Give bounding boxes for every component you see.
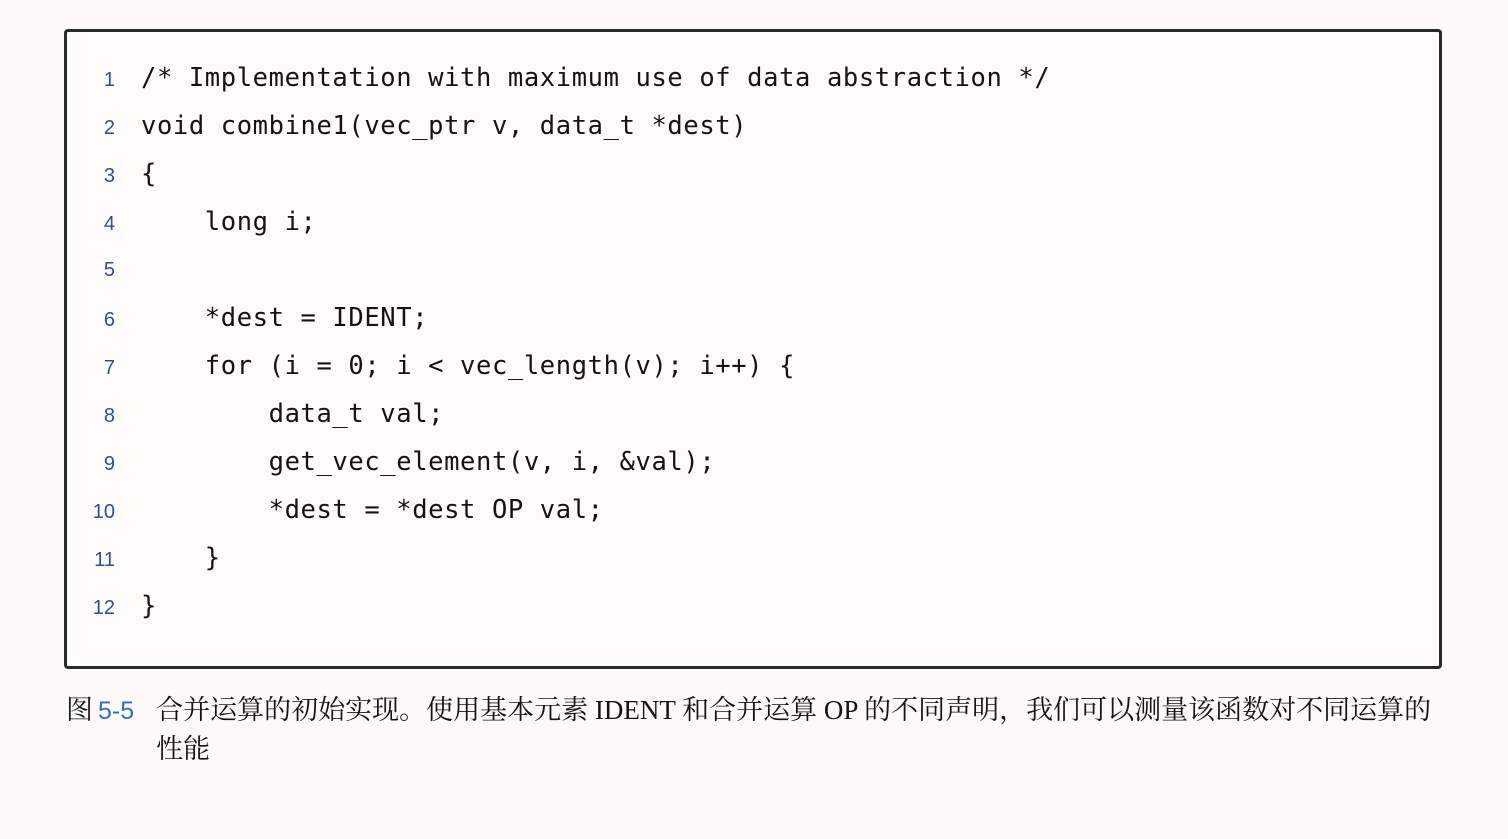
code-line-text: } bbox=[141, 543, 221, 573]
code-row bbox=[77, 534, 1429, 582]
figure-caption bbox=[66, 691, 1442, 769]
line-number: 1 bbox=[103, 69, 115, 91]
code-row bbox=[77, 150, 1429, 198]
code-row bbox=[77, 390, 1429, 438]
figure-caption-text: 合并运算的初始实现。使用基本元素 IDENT 和合并运算 OP 的不同声明，我们可以测量该函数对不同运算的性能 bbox=[156, 695, 1432, 765]
line-number: 3 bbox=[103, 165, 115, 187]
line-number: 10 bbox=[92, 501, 115, 523]
line-number: 4 bbox=[103, 213, 115, 235]
figure-number: 5-5 bbox=[98, 697, 135, 725]
code-listing-box bbox=[64, 29, 1442, 669]
code-row bbox=[77, 198, 1429, 246]
line-number: 11 bbox=[94, 549, 115, 571]
code-row bbox=[77, 438, 1429, 486]
figure-caption-prefix: 图 bbox=[66, 695, 93, 725]
code-row bbox=[77, 102, 1429, 150]
figure-caption-label bbox=[66, 691, 156, 730]
line-number: 8 bbox=[103, 405, 115, 427]
line-number: 5 bbox=[103, 259, 115, 281]
line-number: 2 bbox=[103, 117, 115, 139]
code-lines bbox=[77, 54, 1429, 630]
code-line-text: *dest = IDENT; bbox=[141, 303, 429, 333]
code-row bbox=[77, 582, 1429, 630]
line-number: 6 bbox=[103, 309, 115, 331]
line-number: 12 bbox=[92, 597, 115, 619]
code-row bbox=[77, 486, 1429, 534]
code-row bbox=[77, 342, 1429, 390]
line-number: 9 bbox=[103, 453, 115, 475]
code-line-text: } bbox=[141, 591, 157, 621]
code-line-text: void combine1(vec_ptr v, data_t *dest) bbox=[141, 111, 748, 141]
code-row bbox=[77, 294, 1429, 342]
code-line-text: { bbox=[141, 159, 157, 189]
code-line-text: *dest = *dest OP val; bbox=[141, 495, 604, 525]
code-line-text: data_t val; bbox=[141, 399, 445, 429]
code-line-text: get_vec_element(v, i, &val); bbox=[141, 447, 716, 477]
code-line-text: for (i = 0; i < vec_length(v); i++) { bbox=[141, 351, 796, 381]
code-line-text: long i; bbox=[141, 207, 317, 237]
line-number: 7 bbox=[103, 357, 115, 379]
code-row bbox=[77, 54, 1429, 102]
code-line-text: /* Implementation with maximum use of data abstraction */ bbox=[141, 63, 1051, 93]
code-row bbox=[77, 246, 1429, 294]
